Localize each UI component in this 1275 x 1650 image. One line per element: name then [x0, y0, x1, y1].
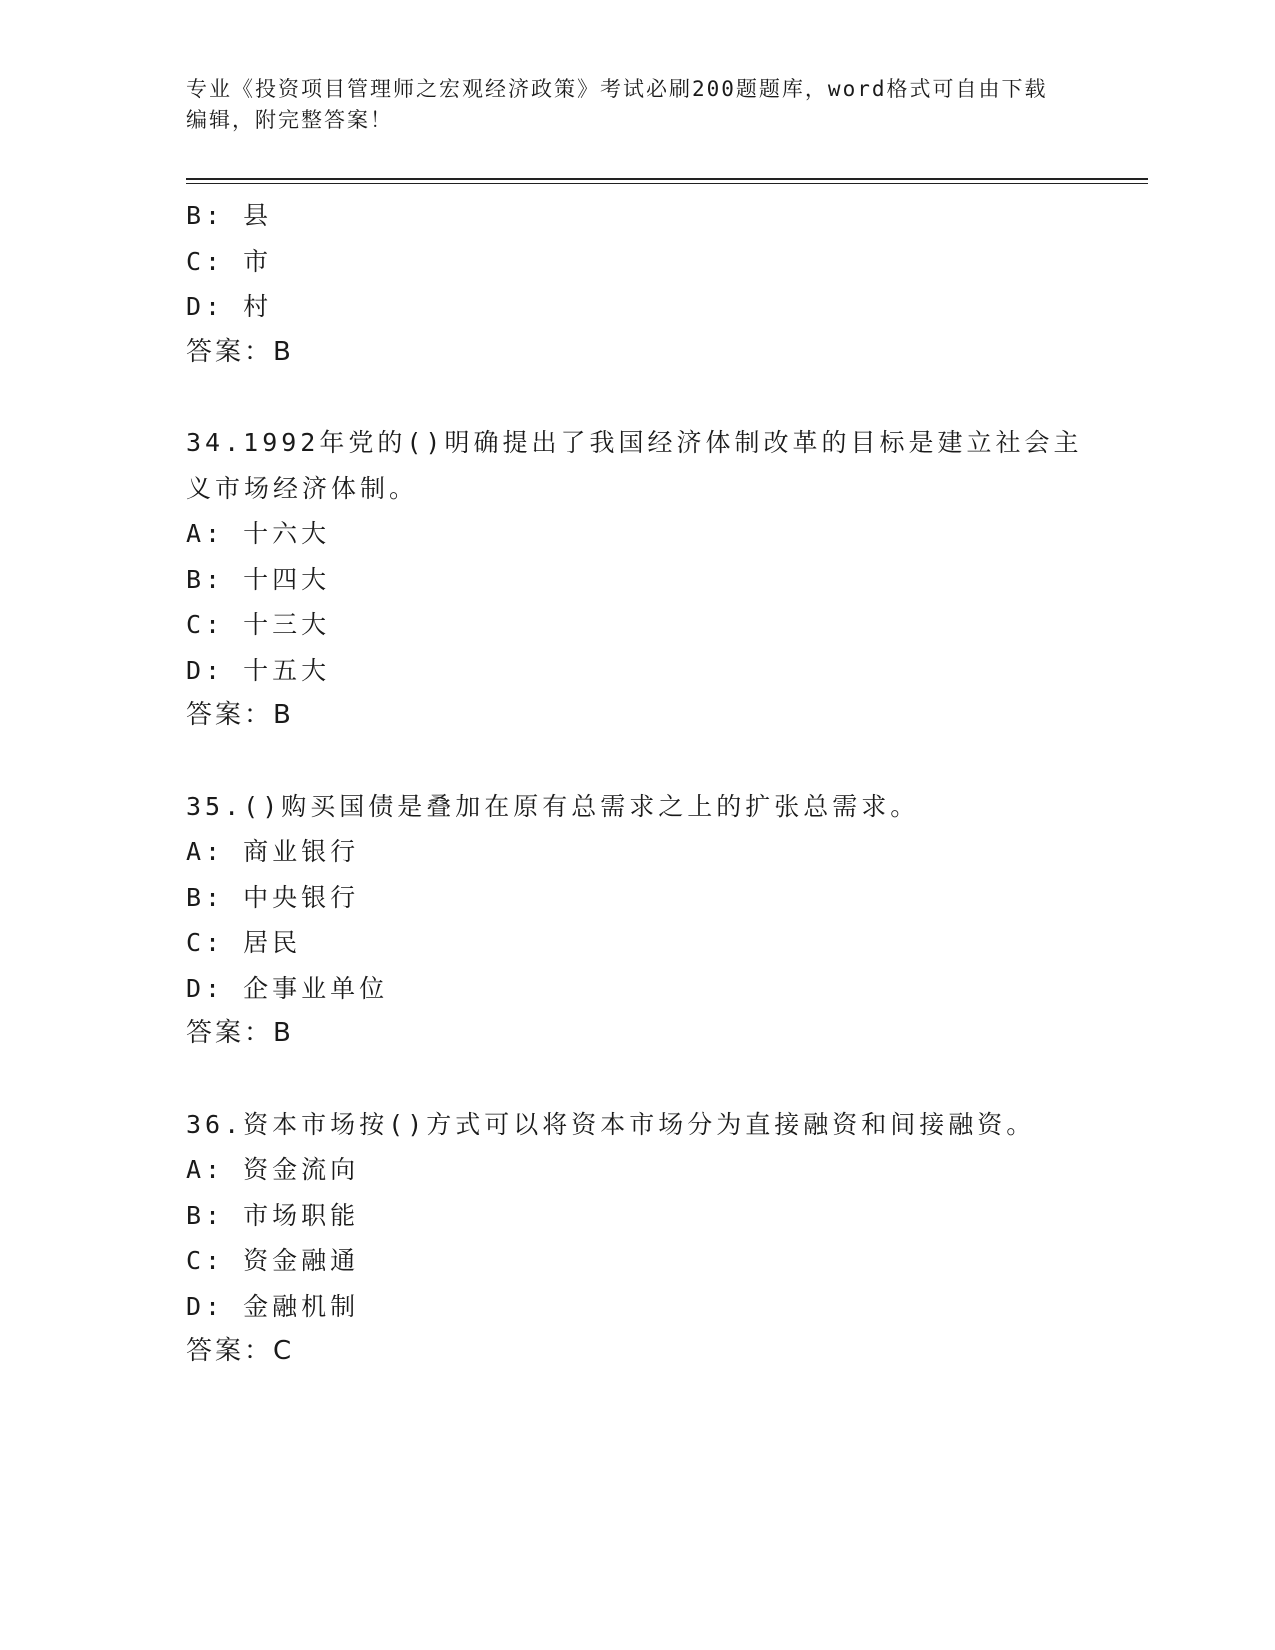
question-stem: 36.资本市场按()方式可以将资本市场分为直接融资和间接融资。 [186, 1109, 1036, 1139]
question-stem: 35.()购买国债是叠加在原有总需求之上的扩张总需求。 [186, 791, 920, 821]
question-34 [186, 420, 1086, 739]
question-stem: 34.1992年党的()明确提出了我国经济体制改革的目标是建立社会主义市场经济体制。 [186, 428, 1083, 503]
option-d: D: 村 [186, 292, 273, 321]
option-c: C: 市 [186, 246, 273, 276]
option-a: A: 十六大 [186, 519, 331, 548]
answer-line: 答案：B [186, 1018, 294, 1048]
header-divider [186, 178, 1148, 180]
option-d: D: 十五大 [186, 655, 331, 685]
option-c: C: 居民 [186, 928, 302, 957]
question-36 [186, 1102, 1086, 1375]
answer-line: 答案：B [186, 336, 294, 367]
option-c: C: 十三大 [186, 610, 331, 639]
option-b: B: 市场职能 [186, 1200, 360, 1230]
option-b: B: 十四大 [186, 564, 331, 594]
answer-line: 答案：B [186, 700, 294, 730]
carryover-question [186, 193, 1086, 375]
question-35 [186, 784, 1086, 1057]
header-divider-thin [186, 183, 1148, 184]
answer-line: 答案：C [186, 1336, 295, 1366]
option-c: C: 资金融通 [186, 1246, 360, 1275]
option-a: A: 商业银行 [186, 837, 360, 866]
option-b: B: 中央银行 [186, 882, 360, 912]
option-d: D: 金融机制 [186, 1291, 360, 1321]
document-body [186, 193, 1086, 1375]
option-d: D: 企事业单位 [186, 973, 389, 1003]
option-a: A: 资金流向 [186, 1155, 360, 1184]
option-b: B: 县 [186, 201, 273, 230]
page-header-title: 专业《投资项目管理师之宏观经济政策》考试必刷200题题库，word格式可自由下载编辑，附完整答案！ [186, 77, 1048, 132]
